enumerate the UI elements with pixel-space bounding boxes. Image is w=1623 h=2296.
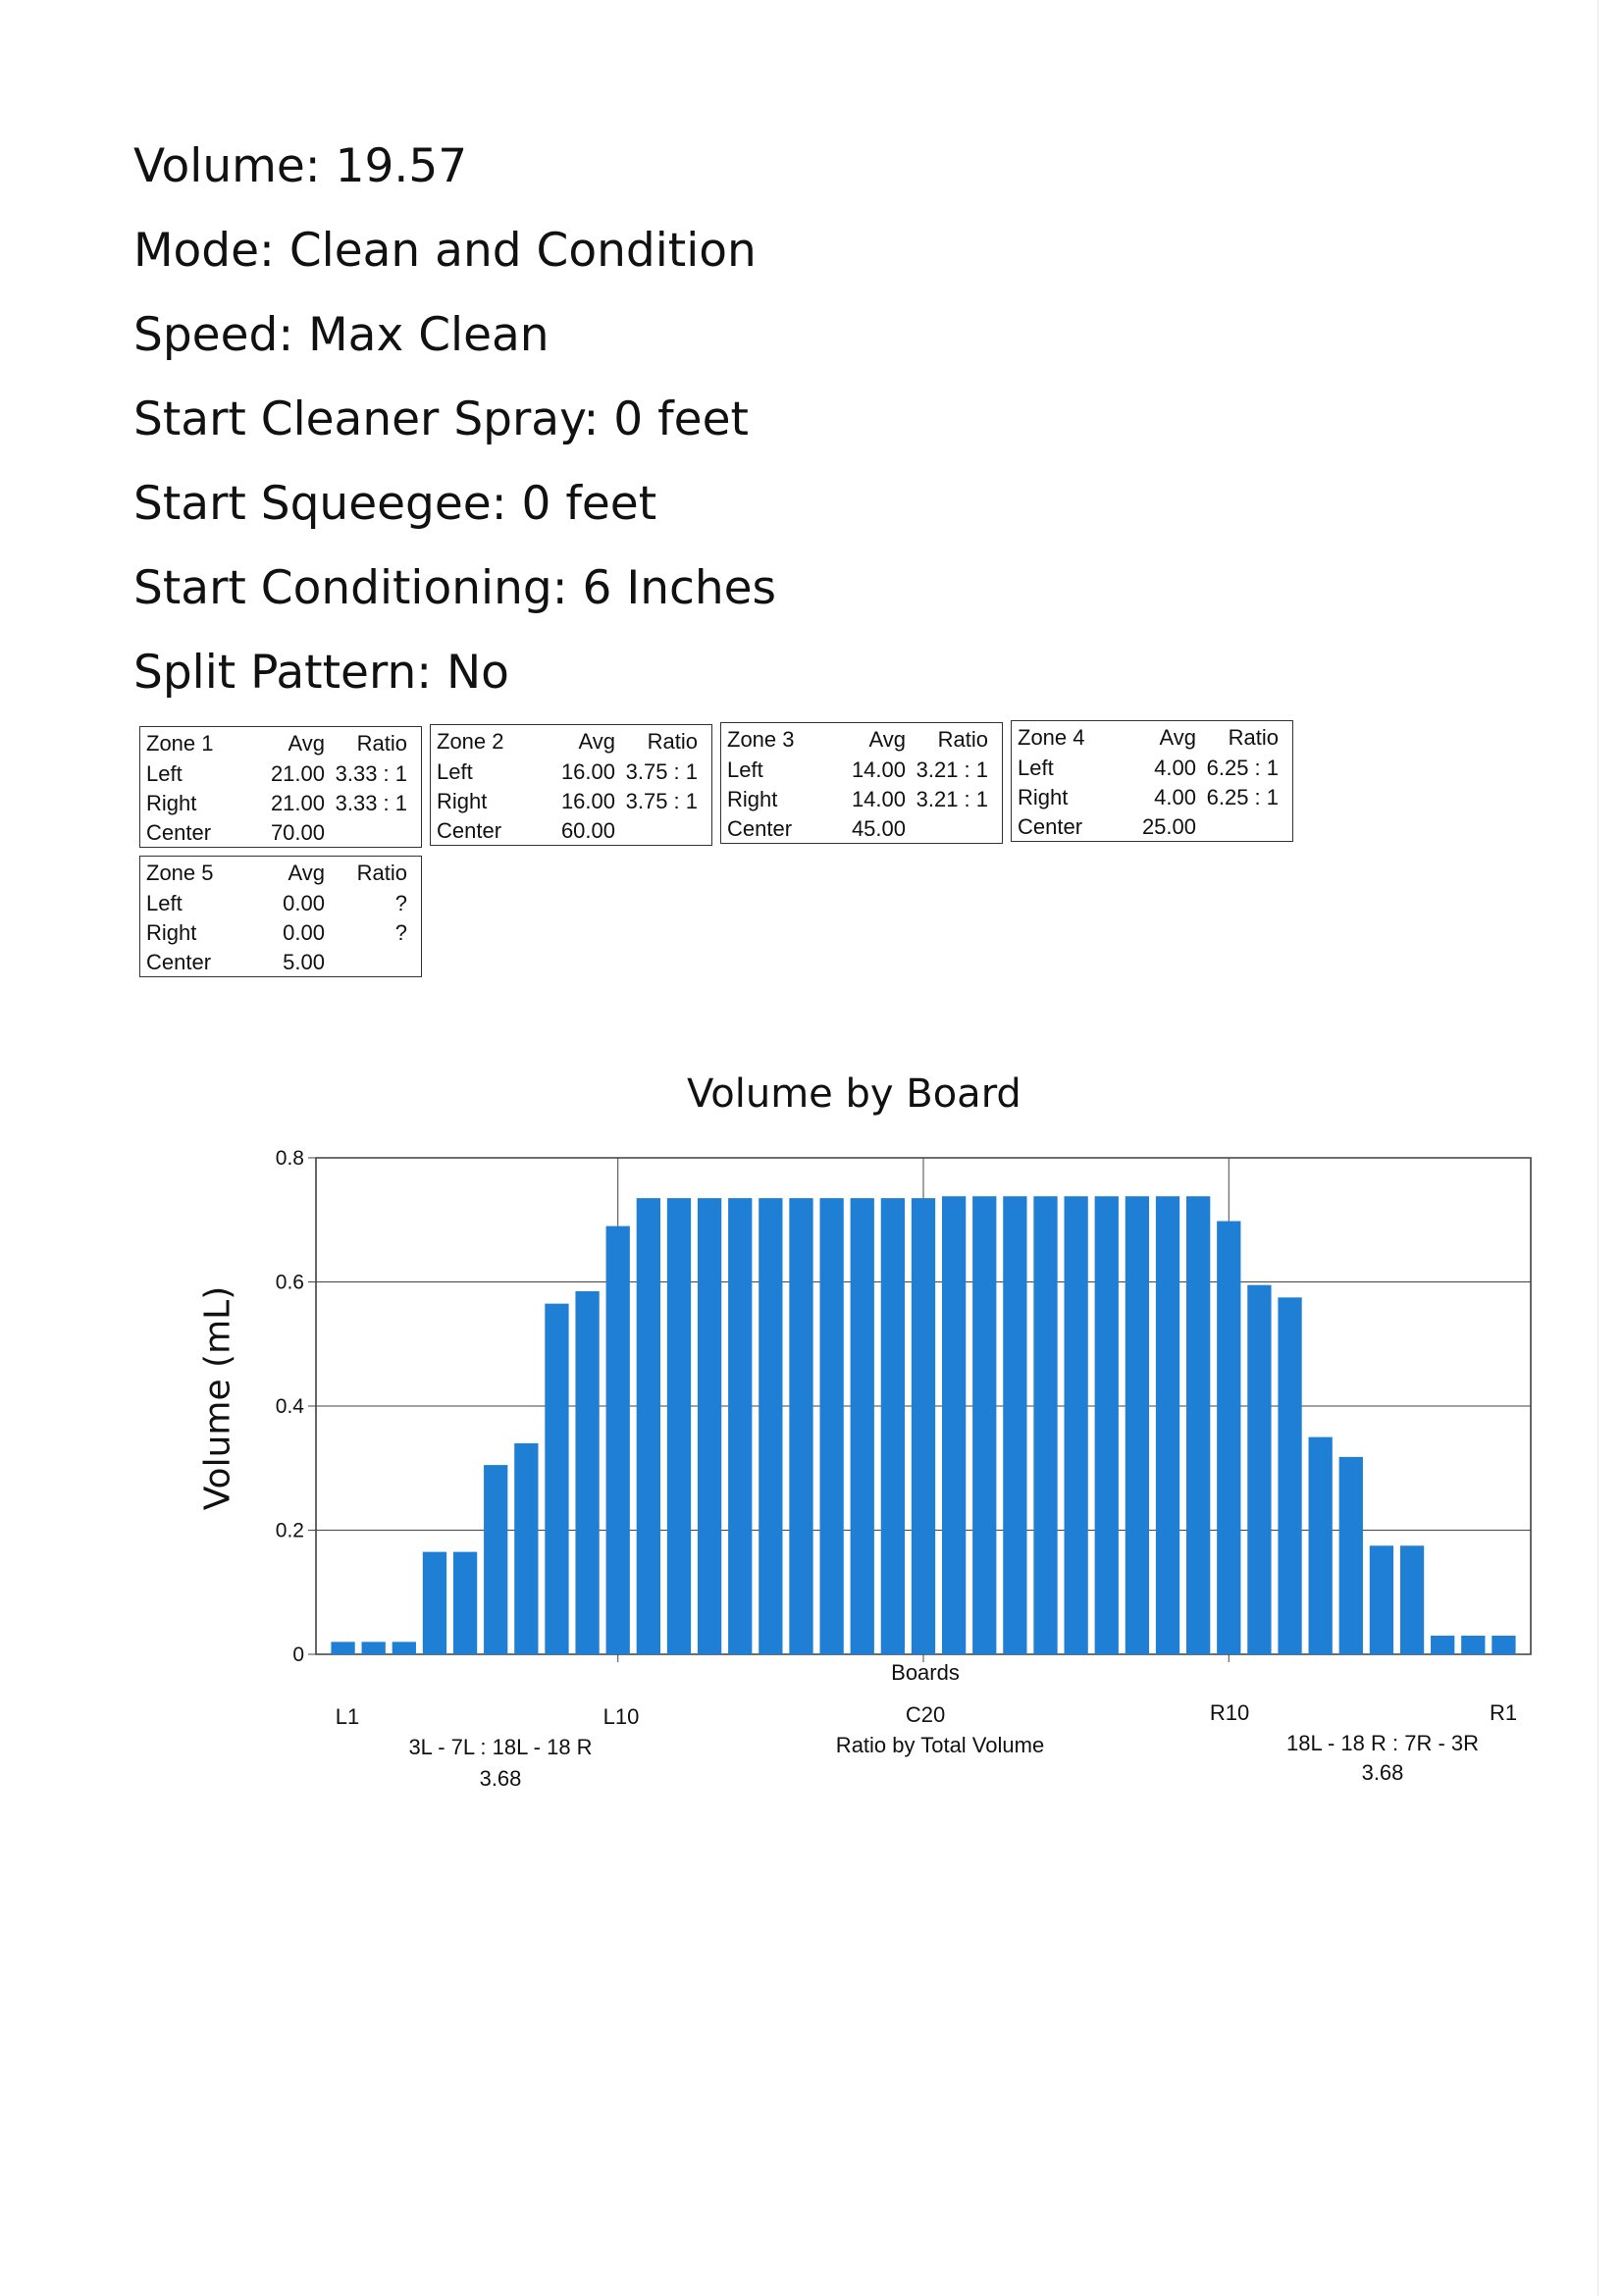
left-ratio-annotation: 3L - 7L : 18L - 18 R bbox=[408, 1735, 593, 1759]
y-tick-label: 0.6 bbox=[275, 1271, 304, 1294]
row-label: Center bbox=[437, 818, 502, 843]
volume-label: Volume: 19.57 bbox=[133, 139, 468, 193]
bar bbox=[789, 1198, 812, 1654]
row-avg: 16.00 bbox=[560, 759, 615, 784]
center-annotation: Ratio by Total Volume bbox=[835, 1733, 1045, 1757]
row-ratio: 3.75 : 1 bbox=[625, 759, 698, 784]
row-ratio: 3.21 : 1 bbox=[916, 757, 988, 782]
bar bbox=[1339, 1457, 1363, 1654]
row-avg: 5.00 bbox=[283, 950, 325, 974]
bar bbox=[1095, 1196, 1119, 1654]
avg-header: Avg bbox=[288, 861, 325, 885]
x-tick-label: L1 bbox=[335, 1704, 360, 1729]
row-label: Right bbox=[437, 789, 488, 813]
bar bbox=[728, 1198, 752, 1654]
bar bbox=[1186, 1196, 1210, 1654]
bar bbox=[484, 1465, 507, 1654]
bar bbox=[1461, 1636, 1485, 1654]
zone-name: Zone 5 bbox=[146, 861, 214, 885]
row-label: Center bbox=[727, 816, 793, 841]
row-avg: 21.00 bbox=[270, 791, 325, 815]
bar bbox=[1278, 1297, 1301, 1654]
squeegee-label: Start Squeegee: 0 feet bbox=[133, 477, 657, 531]
zone-name: Zone 4 bbox=[1018, 725, 1085, 750]
bar bbox=[575, 1291, 599, 1654]
bar bbox=[393, 1642, 416, 1654]
row-ratio: 3.75 : 1 bbox=[625, 789, 698, 813]
row-label: Center bbox=[1018, 814, 1083, 839]
row-label: Left bbox=[1018, 756, 1054, 780]
bar bbox=[453, 1552, 477, 1654]
y-tick-label: 0.8 bbox=[275, 1147, 304, 1170]
bar bbox=[545, 1304, 568, 1654]
row-label: Center bbox=[146, 820, 212, 845]
bar bbox=[759, 1198, 782, 1654]
bar bbox=[1431, 1636, 1454, 1654]
row-avg: 14.00 bbox=[851, 787, 906, 811]
chart-title: Volume by Board bbox=[687, 1071, 1021, 1117]
bar bbox=[362, 1642, 386, 1654]
avg-header: Avg bbox=[1159, 725, 1196, 750]
bar bbox=[1309, 1437, 1333, 1654]
bar bbox=[912, 1198, 935, 1654]
row-ratio: 3.33 : 1 bbox=[335, 791, 407, 815]
row-avg: 4.00 bbox=[1154, 756, 1196, 780]
bar bbox=[667, 1198, 691, 1654]
y-axis-label: Volume (mL) bbox=[197, 1285, 238, 1511]
split-pattern-label: Split Pattern: No bbox=[133, 646, 509, 700]
row-label: Left bbox=[146, 761, 183, 786]
x-tick-label: R1 bbox=[1489, 1700, 1518, 1725]
bar bbox=[637, 1198, 660, 1654]
row-label: Right bbox=[1018, 785, 1069, 809]
row-avg: 70.00 bbox=[270, 820, 325, 845]
row-avg: 16.00 bbox=[560, 789, 615, 813]
bar bbox=[1156, 1196, 1179, 1654]
row-avg: 0.00 bbox=[283, 891, 325, 915]
conditioning-label: Start Conditioning: 6 Inches bbox=[133, 561, 777, 615]
row-label: Right bbox=[727, 787, 778, 811]
row-avg: 14.00 bbox=[851, 757, 906, 782]
cleaner-spray-label: Start Cleaner Spray: 0 feet bbox=[133, 392, 749, 446]
x-tick-label: L10 bbox=[602, 1704, 640, 1729]
y-tick-label: 0.4 bbox=[275, 1395, 304, 1418]
row-avg: 4.00 bbox=[1154, 785, 1196, 809]
speed-label: Speed: Max Clean bbox=[133, 308, 550, 362]
right-ratio-value: 3.68 bbox=[1361, 1760, 1404, 1785]
bar bbox=[881, 1198, 905, 1654]
row-ratio: 6.25 : 1 bbox=[1206, 756, 1279, 780]
mode-label: Mode: Clean and Condition bbox=[133, 224, 757, 278]
bar bbox=[331, 1642, 354, 1654]
bar bbox=[942, 1196, 966, 1654]
bar bbox=[423, 1552, 446, 1654]
bar bbox=[698, 1198, 721, 1654]
y-tick-label: 0.2 bbox=[275, 1519, 304, 1542]
bar bbox=[851, 1198, 874, 1654]
ratio-header: Ratio bbox=[937, 727, 988, 752]
row-ratio: 6.25 : 1 bbox=[1206, 785, 1279, 809]
ratio-header: Ratio bbox=[356, 731, 407, 756]
bar bbox=[514, 1443, 538, 1654]
bar bbox=[1033, 1196, 1057, 1654]
x-axis-label: Boards bbox=[891, 1660, 960, 1685]
row-avg: 45.00 bbox=[851, 816, 906, 841]
bar bbox=[1126, 1196, 1149, 1654]
row-label: Center bbox=[146, 950, 212, 974]
bar bbox=[972, 1196, 996, 1654]
ratio-header: Ratio bbox=[356, 861, 407, 885]
row-avg: 60.00 bbox=[560, 818, 615, 843]
ratio-header: Ratio bbox=[647, 729, 698, 754]
row-label: Left bbox=[727, 757, 763, 782]
avg-header: Avg bbox=[578, 729, 615, 754]
row-label: Left bbox=[146, 891, 183, 915]
bar bbox=[1492, 1636, 1515, 1654]
zone-name: Zone 3 bbox=[727, 727, 795, 752]
row-avg: 21.00 bbox=[270, 761, 325, 786]
zone-name: Zone 2 bbox=[437, 729, 504, 754]
bar bbox=[606, 1226, 630, 1654]
row-ratio: 3.33 : 1 bbox=[335, 761, 407, 786]
avg-header: Avg bbox=[288, 731, 325, 756]
row-label: Right bbox=[146, 920, 197, 945]
left-ratio-value: 3.68 bbox=[479, 1766, 522, 1791]
bar bbox=[819, 1198, 843, 1654]
ratio-header: Ratio bbox=[1228, 725, 1279, 750]
row-avg: 0.00 bbox=[283, 920, 325, 945]
right-ratio-annotation: 18L - 18 R : 7R - 3R bbox=[1285, 1731, 1480, 1755]
row-avg: 25.00 bbox=[1141, 814, 1196, 839]
row-label: Left bbox=[437, 759, 473, 784]
x-tick-label: R10 bbox=[1209, 1700, 1250, 1725]
row-ratio: 3.21 : 1 bbox=[916, 787, 988, 811]
row-ratio: ? bbox=[394, 920, 407, 945]
y-tick-label: 0 bbox=[292, 1644, 304, 1666]
zone-name: Zone 1 bbox=[146, 731, 214, 756]
bar bbox=[1217, 1222, 1240, 1654]
row-label: Right bbox=[146, 791, 197, 815]
bar bbox=[1400, 1545, 1424, 1654]
bar bbox=[1003, 1196, 1026, 1654]
x-tick-label: C20 bbox=[905, 1702, 946, 1727]
avg-header: Avg bbox=[868, 727, 906, 752]
bar bbox=[1247, 1285, 1271, 1654]
bar bbox=[1370, 1545, 1393, 1654]
row-ratio: ? bbox=[394, 891, 407, 915]
bar bbox=[1065, 1196, 1088, 1654]
